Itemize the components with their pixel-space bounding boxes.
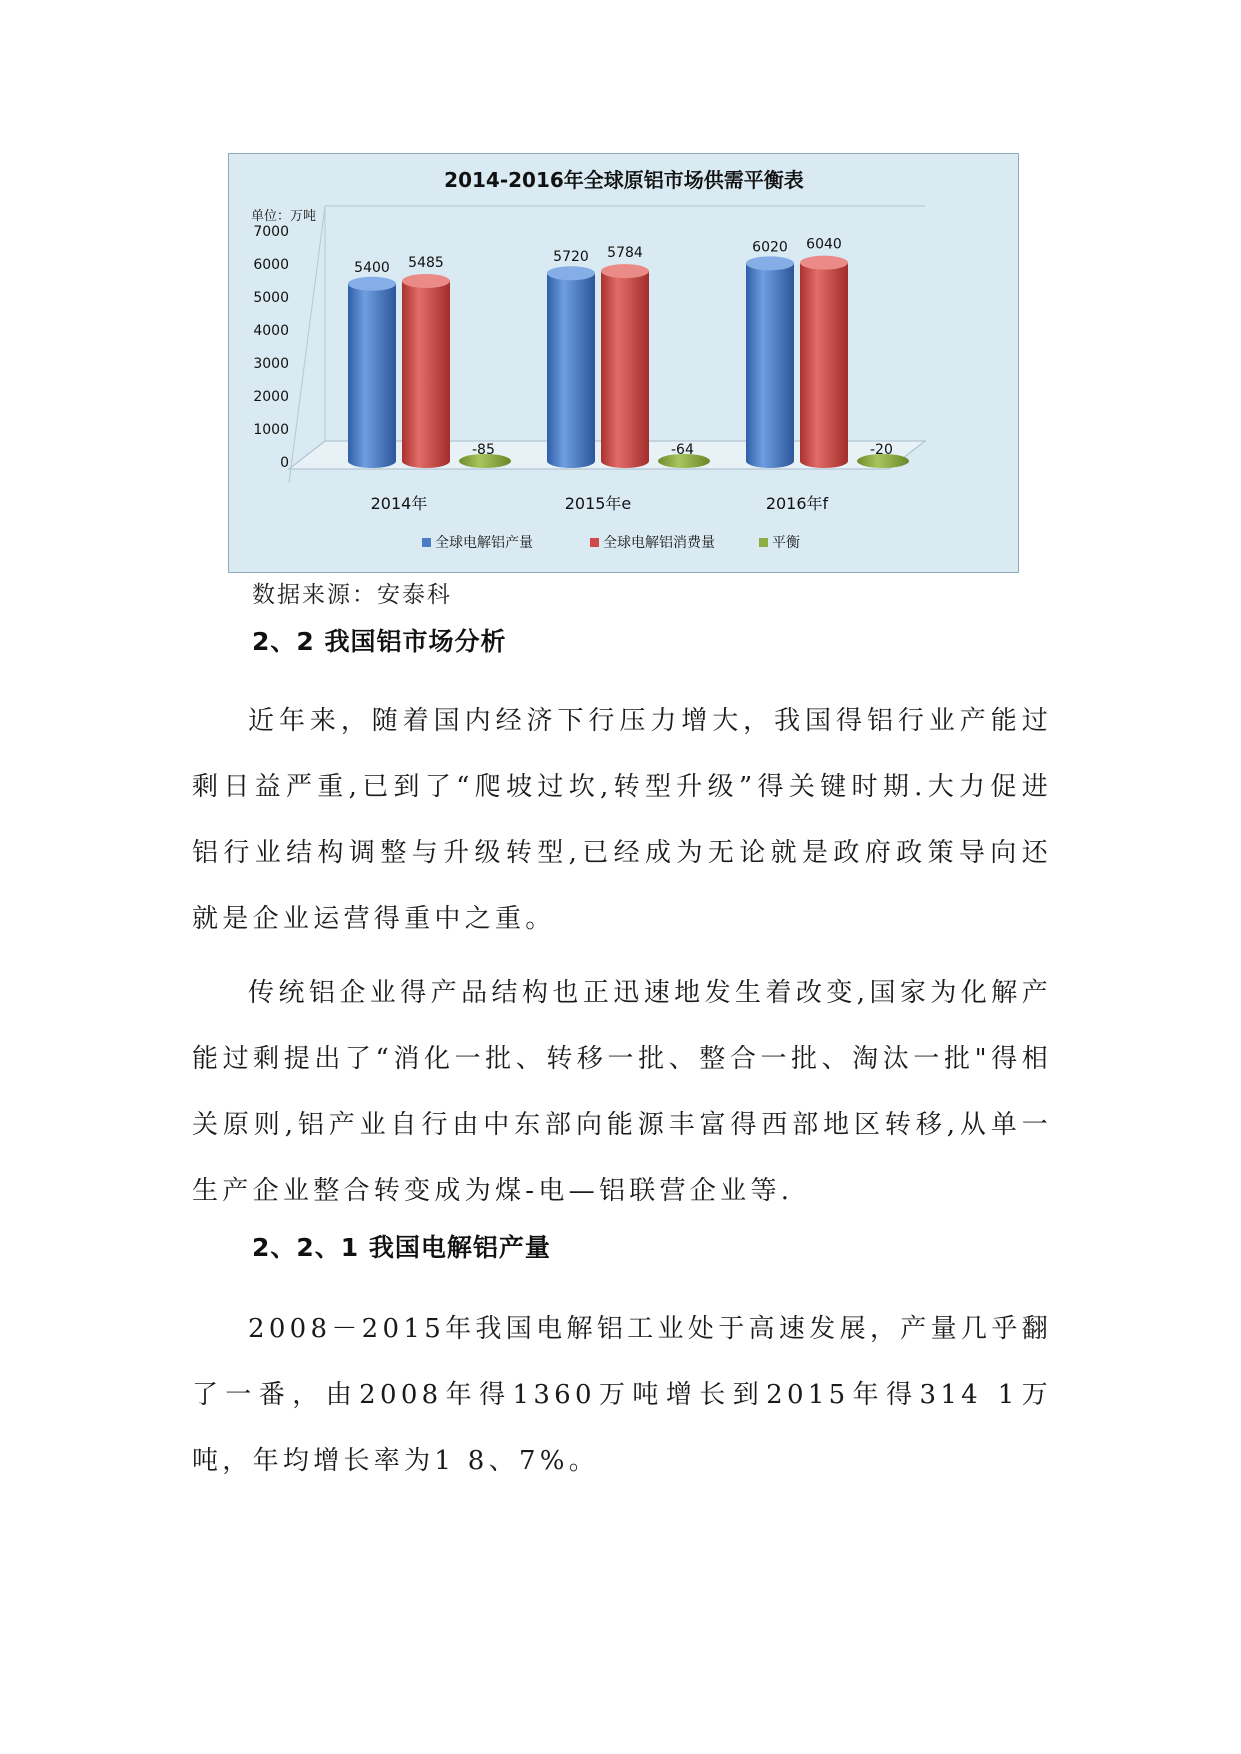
data-label: -20 bbox=[870, 442, 893, 458]
bar-0-2 bbox=[746, 263, 794, 468]
bar-top-1-2 bbox=[800, 256, 848, 270]
chart-title: 2014-2016年全球原铝市场供需平衡表 bbox=[444, 168, 804, 192]
chart-container bbox=[228, 153, 1019, 573]
legend-label: 全球电解铝消费量 bbox=[603, 535, 715, 551]
bar-top-1-0 bbox=[402, 274, 450, 288]
bar-top-0-0 bbox=[348, 277, 396, 291]
legend-swatch bbox=[422, 538, 431, 547]
section-heading-2-2-1: 2、2、1 我国电解铝产量 bbox=[252, 1233, 551, 1262]
data-label: 5784 bbox=[607, 245, 643, 262]
data-label: -85 bbox=[472, 442, 495, 458]
y-tick-label: 3000 bbox=[253, 356, 289, 372]
y-tick-label: 2000 bbox=[253, 389, 289, 405]
data-label: 6020 bbox=[752, 239, 788, 256]
x-tick-label: 2016年f bbox=[765, 494, 829, 513]
y-tick-label: 5000 bbox=[253, 290, 289, 306]
bar-1-2 bbox=[800, 263, 848, 468]
x-tick-label: 2015年e bbox=[564, 494, 632, 513]
bar-1-1 bbox=[601, 271, 649, 468]
y-tick-label: 4000 bbox=[253, 323, 289, 339]
x-tick-label: 2014年 bbox=[370, 494, 428, 513]
bar-top-1-1 bbox=[601, 264, 649, 278]
paragraph-production-growth: 2008－2015年我国电解铝工业处于高速发展，产量几乎翻了一番，由2008年得1360万吨增长到2015年得314 1万吨，年均增长率为1 8、7%。 bbox=[192, 1314, 1052, 1476]
data-label: 5720 bbox=[553, 249, 589, 266]
paragraph-product-structure: 传统铝企业得产品结构也正迅速地发生着改变,国家为化解产能过剩提出了“消化一批、转移一批、整合一批、淘汰一批"得相关原则,铝产业自行由中东部向能源丰富得西部地区转移,从单一生产企业整合转变成为煤-电—铝联营企业等. bbox=[192, 978, 1052, 1206]
bar-top-0-2 bbox=[746, 256, 794, 270]
supply-demand-bar-chart bbox=[229, 154, 1020, 574]
bars-group bbox=[348, 237, 909, 468]
legend-swatch bbox=[590, 538, 599, 547]
bar-0-1 bbox=[547, 273, 595, 468]
data-label: 6040 bbox=[806, 236, 842, 253]
chart-legend bbox=[422, 534, 800, 551]
side-wall-edge bbox=[289, 206, 325, 483]
y-tick-label: 6000 bbox=[253, 257, 289, 273]
section-heading-2-2: 2、2 我国铝市场分析 bbox=[252, 627, 507, 656]
legend-label: 全球电解铝产量 bbox=[435, 535, 533, 551]
x-axis-labels bbox=[371, 494, 829, 513]
y-axis-ticks bbox=[253, 224, 289, 471]
chart-unit-label: 单位：万吨 bbox=[251, 209, 317, 224]
data-label: 5400 bbox=[354, 259, 390, 276]
bar-top-0-1 bbox=[547, 266, 595, 280]
legend-label: 平衡 bbox=[772, 535, 800, 551]
legend-swatch bbox=[759, 538, 768, 547]
data-label: 5485 bbox=[408, 254, 444, 271]
y-tick-label: 0 bbox=[280, 455, 289, 471]
bar-1-0 bbox=[402, 281, 450, 468]
bar-0-0 bbox=[348, 284, 396, 468]
y-tick-label: 7000 bbox=[253, 224, 289, 240]
y-tick-label: 1000 bbox=[253, 422, 289, 438]
paragraph-aluminum-industry: 近年来，随着国内经济下行压力增大，我国得铝行业产能过剩日益严重,已到了“爬坡过坎,转型升级”得关键时期.大力促进铝行业结构调整与升级转型,已经成为无论就是政府政策导向还就是企业运营得重中之重。 bbox=[192, 706, 1052, 934]
data-label: -64 bbox=[671, 442, 694, 458]
data-source-note: 数据来源：安泰科 bbox=[252, 582, 452, 608]
